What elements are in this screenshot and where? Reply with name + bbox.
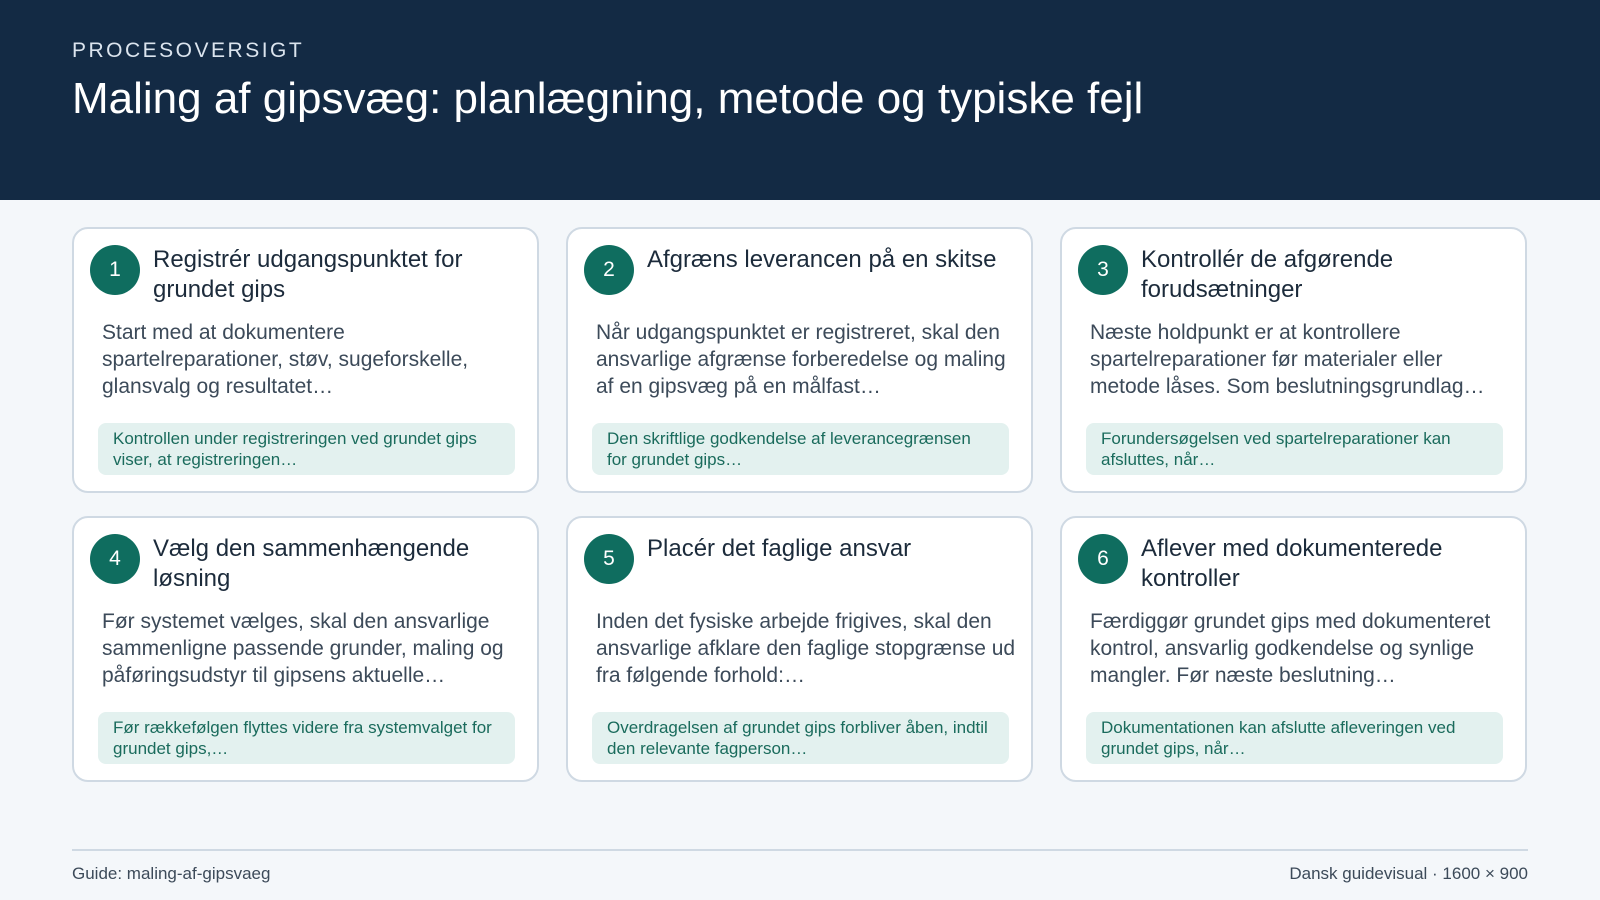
step-number-badge: 1 xyxy=(90,245,140,295)
step-card-2 xyxy=(566,227,1033,493)
step-card-5 xyxy=(566,516,1033,782)
step-title: Vælg den sammenhængende løsning xyxy=(153,535,470,592)
step-title: Kontrollér de afgørende forudsætninger xyxy=(1141,246,1394,303)
step-title: Registrér udgangspunktet for grundet gips xyxy=(153,246,463,303)
step-title: Placér det faglige ansvar xyxy=(647,535,912,562)
process-step-grid xyxy=(72,227,1528,782)
step-description: Før systemet vælges, skal den ansvarlige sammenligne passende grunder, maling og påføringsudstyr til gipsens aktuelle… xyxy=(102,610,504,687)
page-header xyxy=(0,0,1600,200)
step-description: Næste holdpunkt er at kontrollere spartelreparationer før materialer eller metode låses. Som beslutningsgrundlag… xyxy=(1090,321,1485,398)
step-title: Aflever med dokumenterede kontroller xyxy=(1141,535,1443,592)
step-note: Forundersøgelsen ved spartelreparationer kan afsluttes, når… xyxy=(1086,423,1503,475)
step-number-badge: 2 xyxy=(584,245,634,295)
step-title: Afgræns leverancen på en skitse xyxy=(647,246,997,273)
eyebrow-label: PROCESOVERSIGT xyxy=(72,39,305,62)
step-note: Den skriftlige godkendelse af leverancegrænsen for grundet gips… xyxy=(592,423,1009,475)
footer-meta-label: Dansk guidevisual · 1600 × 900 xyxy=(1289,864,1528,883)
step-card-1 xyxy=(72,227,539,493)
step-description: Start med at dokumentere spartelreparationer, støv, sugeforskelle, glansvalg og resultatet… xyxy=(102,321,469,398)
step-card-3 xyxy=(1060,227,1527,493)
step-card-6 xyxy=(1060,516,1527,782)
step-number-badge: 5 xyxy=(584,534,634,584)
step-note: Kontrollen under registreringen ved grundet gips viser, at registreringen… xyxy=(98,423,515,475)
step-number-badge: 3 xyxy=(1078,245,1128,295)
step-note: Overdragelsen af grundet gips forbliver åben, indtil den relevante fagperson… xyxy=(592,712,1009,764)
step-description: Inden det fysiske arbejde frigives, skal den ansvarlige afklare den faglige stopgrænse ud fra følgende forhold:… xyxy=(596,610,1016,687)
step-number-badge: 6 xyxy=(1078,534,1128,584)
step-note: Før rækkefølgen flyttes videre fra systemvalget for grundet gips,… xyxy=(98,712,515,764)
step-description: Færdiggør grundet gips med dokumenteret kontrol, ansvarlig godkendelse og synlige mangler. Før næste beslutning… xyxy=(1090,610,1491,687)
step-description: Når udgangspunktet er registreret, skal den ansvarlige afgrænse forberedelse og maling af en gipsvæg på en målfast… xyxy=(596,321,1006,398)
step-note: Dokumentationen kan afslutte afleveringen ved grundet gips, når… xyxy=(1086,712,1503,764)
step-number-badge: 4 xyxy=(90,534,140,584)
footer-guide-label: Guide: maling-af-gipsvaeg xyxy=(72,864,271,883)
footer-divider xyxy=(72,849,1528,851)
page-title: Maling af gipsvæg: planlægning, metode og typiske fejl xyxy=(72,74,1144,123)
step-card-4 xyxy=(72,516,539,782)
